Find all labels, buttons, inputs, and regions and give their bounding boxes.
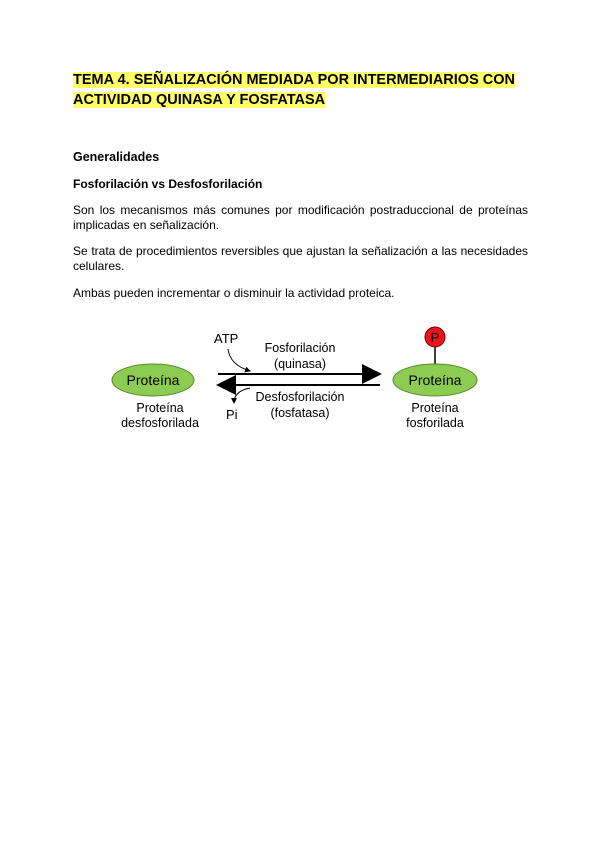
reverse-label-line-2: (fosfatasa) xyxy=(270,406,330,420)
phosphate-label: P xyxy=(430,330,440,345)
subsection-heading: Fosforilación vs Desfosforilación xyxy=(73,177,263,191)
right-protein-label: Proteína xyxy=(408,372,462,388)
right-caption-line-2: fosforilada xyxy=(406,416,464,430)
left-caption-line-1: Proteína xyxy=(136,401,184,415)
right-caption-line-1: Proteína xyxy=(411,401,459,415)
document-page xyxy=(73,70,528,300)
section-heading: Generalidades xyxy=(73,150,160,164)
document-title xyxy=(73,70,528,110)
phosphorylation-diagram xyxy=(110,325,490,435)
pi-curve-arrow xyxy=(234,388,250,403)
forward-label-line-2: (quinasa) xyxy=(273,357,327,371)
title-line-1: TEMA 4. SEÑALIZACIÓN MEDIADA POR INTERMEDIARIOS CON xyxy=(73,72,515,88)
title-line-2: ACTIVIDAD QUINASA Y FOSFATASA xyxy=(73,92,326,108)
atp-label: ATP xyxy=(214,331,239,346)
atp-curve-arrow xyxy=(228,349,250,371)
pi-label: Pi xyxy=(226,407,238,422)
forward-label-line-1: Fosforilación xyxy=(264,341,336,355)
paragraph-3: Ambas pueden incrementar o disminuir la actividad proteica. xyxy=(73,286,395,300)
paragraph-2: Se trata de procedimientos reversibles que ajustan la señalización a las necesidades celulares. xyxy=(73,244,528,273)
left-protein-label: Proteína xyxy=(126,372,180,388)
reverse-label-line-1: Desfosforilación xyxy=(255,390,345,404)
left-caption-line-2: desfosforilada xyxy=(121,416,199,430)
paragraph-1: Son los mecanismos más comunes por modificación postraduccional de proteínas implicadas en señalización. xyxy=(73,203,528,232)
